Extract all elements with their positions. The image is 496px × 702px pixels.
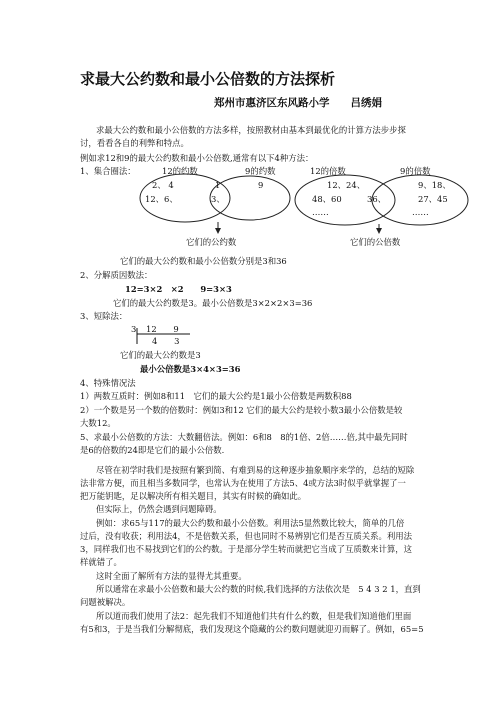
set-item: 27、45: [418, 194, 448, 204]
short-division-bottom: 4 3: [152, 336, 180, 346]
divisors-12-label: 12的约数: [162, 166, 198, 176]
discussion-line: 所以通常在求最小公倍数和最大公约数的时候,我们选择的方法依次是 5 4 3 2 1，直到: [96, 584, 421, 594]
discussion-line: 尽管在初学时我们是按照有繁到简、有难到易的这种逐步抽象顺序来学的，总结的短除: [96, 465, 415, 475]
set-item: 3、: [211, 194, 225, 204]
method4-line: 1）两数互质时：例如8和11 它们的最大公约是1最小公倍数是两数积88: [80, 391, 352, 401]
discussion-line: 问题被解决。: [80, 597, 131, 607]
discussion-line: 例如：求65与117的最大公约数和最小公倍数。利用法5显然数比较大，简单的几倍: [96, 518, 405, 528]
method4-line: 大数12。: [80, 418, 116, 428]
common-multiples-caption: 它们的公倍数: [350, 237, 401, 247]
discussion-line: 样就错了。: [80, 557, 122, 567]
set-item: 36、: [367, 194, 387, 204]
page-title: 求最大公约数和最小公倍数的方法探析: [80, 70, 336, 88]
method4-heading: 4、特殊情况法: [80, 378, 136, 388]
method4-line: 5、求最小公倍数的方法：大数翻倍法。例如：6和8 8的1倍、2倍……倍,其中最先同时: [80, 432, 408, 442]
method2-result: 它们的最大公约数是3。最小公倍数是3×2×2×3=36: [113, 298, 313, 308]
multiples-9-label: 9的倍数: [400, 166, 431, 176]
method1-result: 它们的最大公约数和最小公倍数分别是3和36: [120, 256, 287, 266]
short-division-divisor: 3: [131, 324, 137, 334]
method3-lcm: 最小公倍数是3×4×3=36: [140, 364, 241, 374]
set-item: ……: [312, 207, 329, 217]
set-item: 9: [258, 180, 264, 190]
set-item: 1: [215, 180, 221, 190]
discussion-line: 这时全面了解所有方法的显得尤其重要。: [96, 571, 247, 581]
common-divisors-caption: 它们的公约数: [186, 237, 237, 247]
set-item: 48、60: [312, 194, 342, 204]
short-division-top: 12 9: [146, 324, 179, 334]
method2-factorization: 12=3×2 ×2 9=3×3: [125, 284, 232, 294]
set-item: 12、6、: [145, 194, 178, 204]
method4-line: 是6的倍数的24即是它们的最小公倍数.: [80, 445, 225, 455]
discussion-line: 把万能钥匙，足以解决所有相关题目，其实有时候的确如此。: [80, 491, 307, 501]
intro-line: 求最大公约数和最小公倍数的方法多样，按照教材由基本到最优化的计算方法步步探: [96, 125, 406, 135]
intro-line: 讨，看看各自的利弊和特点。: [80, 138, 189, 148]
method3-heading: 3、短除法：: [80, 311, 128, 321]
author-line: 郑州市惠济区东风路小学 吕绣娟: [214, 97, 382, 109]
discussion-line: 但实际上，仍然会遇到问题障碍。: [96, 504, 222, 514]
arrow-head-left: [215, 228, 221, 234]
discussion-line: 法非常方便，而且相当多数同学，也常认为在使用了方法5、4或方法3时似乎就掌握了一: [80, 478, 406, 488]
discussion-line: 所以道而我们使用了法2：起先我们不知道他们共有什么约数，但是我们知道他们里面: [96, 611, 412, 621]
discussion-line: 3，同样我们也不易找到它们的公约数。于是部分学生转而就把它当成了互质数来计算，这: [80, 544, 412, 554]
multiples-12-label: 12的倍数: [310, 166, 346, 176]
method4-line: 2）一个数是另一个数的倍数时：例如3和12 它们的最大公约是较小数3最小公倍数是较: [80, 405, 403, 415]
example-line: 例如求12和9的最大公约数和最小公倍数,通常有以下4种方法：: [80, 153, 314, 163]
method2-heading: 2、分解质因数法：: [80, 270, 153, 280]
set-item: 12、24、: [327, 180, 366, 190]
set-item: 9、18、: [418, 180, 451, 190]
arrow-head-right: [376, 228, 382, 234]
set-item: ……: [412, 207, 429, 217]
divisors-9-label: 9的约数: [245, 166, 276, 176]
method1-heading: 1、集合圈法：: [80, 166, 136, 176]
method3-gcd: 它们的最大公约数是3: [120, 350, 201, 360]
discussion-line: 过后，没有收获；利用法4，不是倍数关系，但也同时不易辨别它们是否互质关系。利用法: [80, 531, 412, 541]
discussion-line: 有5和3，于是当我们分解彻底，我们发现这个隐藏的公约数问题就迎刃而解了。例如，65=5: [80, 624, 424, 634]
set-item: 2、 4: [152, 180, 174, 190]
